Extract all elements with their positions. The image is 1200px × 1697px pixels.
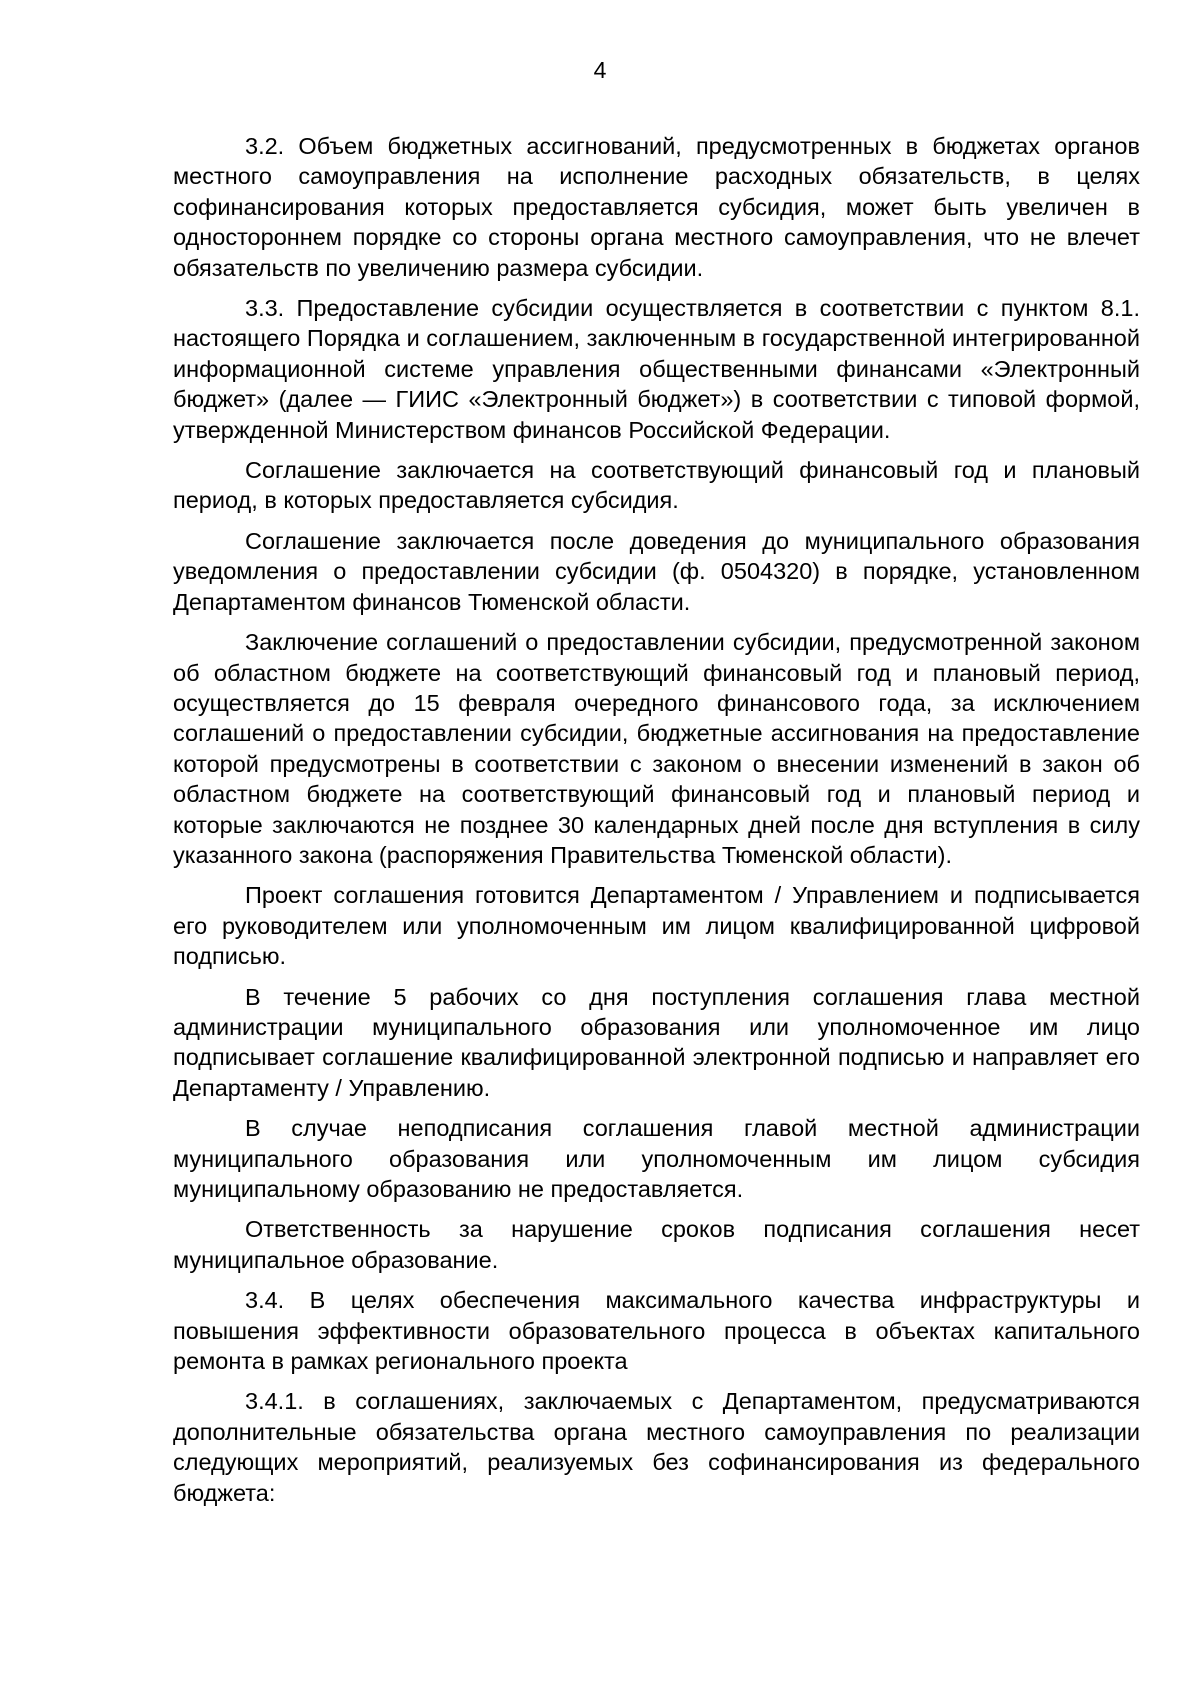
paragraph-3-4-1: 3.4.1. в соглашениях, заключаемых с Департаментом, предусматриваются дополнительные обязательства органа местного самоуправления по реализации следующих мероприятий, реализуемых без софинансирования из федерального бюджета: — [173, 1388, 1140, 1506]
paragraph-3-4: 3.4. В целях обеспечения максимального качества инфраструктуры и повышения эффективности образовательного процесса в объектах капитального ремонта в рамках регионального проекта — [173, 1287, 1140, 1375]
paragraph-agreement-signing: В течение 5 рабочих со дня поступления соглашения глава местной администрации муниципального образования или уполномоченное им лицо подписывает соглашение квалифицированной электронной подписью и направляет его Департаменту / Управлению. — [173, 983, 1140, 1101]
paragraph-agreement-notification: Соглашение заключается после доведения до муниципального образования уведомления о предоставлении субсидии (ф. 0504320) в порядке, установленном Департаментом финансов Тюменской области. — [173, 527, 1140, 615]
paragraph-responsibility: Ответственность за нарушение сроков подписания соглашения несет муниципальное образование. — [173, 1216, 1140, 1273]
document-body — [173, 131, 1140, 1518]
paragraph-3-3: 3.3. Предоставление субсидии осуществляется в соответствии с пунктом 8.1. настоящего Порядка и соглашением, заключенным в государственной интегрированной информационной системе управления общественными финансами «Электронный бюджет» (далее — ГИИС «Электронный бюджет») в соответствии с типовой формой, утвержденной Министерством финансов Российской Федерации. — [173, 295, 1140, 443]
paragraph-non-signing: В случае неподписания соглашения главой местной администрации муниципального образования или уполномоченным им лицом субсидия муниципальному образованию не предоставляется. — [173, 1115, 1140, 1202]
paragraph-agreement-period: Соглашение заключается на соответствующий финансовый год и плановый период, в которых предоставляется субсидия. — [173, 457, 1140, 514]
page-number: 4 — [593, 57, 607, 83]
paragraph-agreement-deadline: Заключение соглашений о предоставлении субсидии, предусмотренной законом об областном бюджете на соответствующий финансовый год и плановый период, осуществляется до 15 февраля очередного финансового года, за исключением соглашений о предоставлении субсидии, бюджетные ассигнования на предоставление которой предусмотрены в соответствии с законом о внесении изменений в закон об областном бюджете на соответствующий финансовый год и плановый период и которые заключаются не позднее 30 календарных дней после дня вступления в силу указанного закона (распоряжения Правительства Тюменской области). — [173, 629, 1140, 868]
paragraph-3-2: 3.2. Объем бюджетных ассигнований, предусмотренных в бюджетах органов местного самоуправления на исполнение расходных обязательств, в целях софинансирования которых предоставляется субсидия, может быть увеличен в одностороннем порядке со стороны органа местного самоуправления, что не влечет обязательств по увеличению размера субсидии. — [173, 133, 1140, 281]
paragraph-agreement-draft: Проект соглашения готовится Департаментом / Управлением и подписывается его руководителем или уполномоченным им лицом квалифицированной цифровой подписью. — [173, 882, 1140, 970]
